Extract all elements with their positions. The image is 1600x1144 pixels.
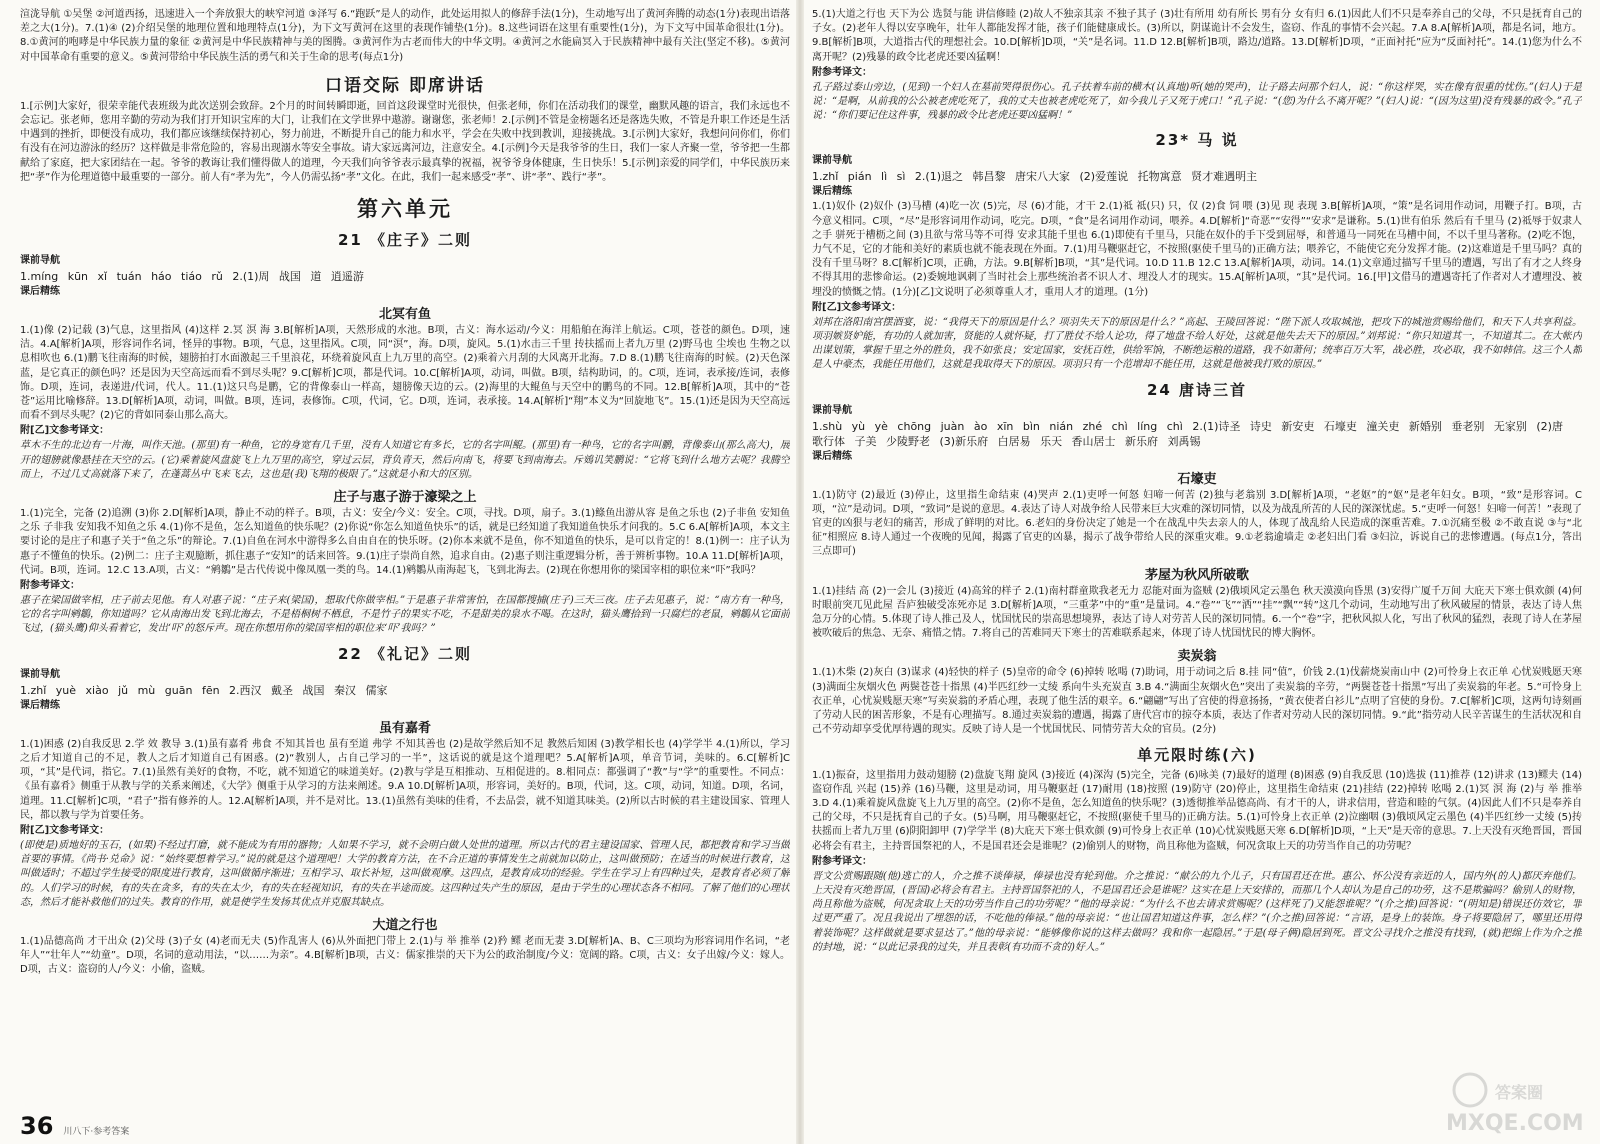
watermark-text: MXQE.COM bbox=[1446, 1111, 1584, 1136]
lesson-21-pinyin: 1.míng kūn xǐ tuán háo tiáo rǔ 2.(1)周 战国 道 逍遥游 bbox=[20, 270, 364, 284]
right-page bbox=[812, 8, 1582, 1114]
left-top-answers: 渲泷导航 ①吴堡 ②河道西扬，迅速进入一个奔放狠大的峡窄河道 ③泽写 6.“跑跃”是人的动作，此处运用拟人的修辞手法(1分)，生动地写出了黄河奔腾的动态(1分)表现出语落差之大(1分)。7.(1)④ (2)介绍吴堡的地理位置和地理特点(1分)，为下文写黄河在这里的表现作铺垫(1分)。8.这些词语在这里有重要性(1分)，为下文写中国革命很壮(1分)。8.①黄河的咆哮是中华民族力量的象征 ②黄河是中华民族精神与美的图腾。③黄河作为古老而伟大的中华文明。④黄河之水能扁冥入于民族精神中最有关注(坚定不移)。⑤黄河对中国革命有重要的意义。⑤黄河带给中华民族生活的勇气和关于生命的思考(每点1分) bbox=[20, 9, 790, 63]
pre-class-label: 课前导航 bbox=[20, 255, 60, 267]
lesson-23-title: 23* 马 说 bbox=[1155, 131, 1239, 150]
lesson-22-pinyin: 1.zhǐ yuè xiào jǔ mù guān fēn 2.西汉 戴圣 战国 秦汉 儒家 bbox=[20, 683, 388, 697]
lesson-23-pinyin: 1.zhǐ pián lì sì 2.(1)退之 韩昌黎 唐宋八大家 (2)爱莲说 托物寓意 贤才难遇明主 bbox=[812, 170, 1258, 184]
section-answers-bei: 1.(1)像 (2)记载 (3)气息，这里指风 (4)这样 2.冥 溟 海 3.B[解析]A项，天然形成的水池。B项，古义：海水运动/今义：用船舶在海洋上航运。C项，苍苍的颜色。D项，速洁。4.A[解析]A项，形容词作名词，怪异的事物。B项，气息，这里指风。C项，同“溟”，海。D项，旋风。5.(1)水击三千里 抟扶摇而上者九万里 (2)野马也 尘埃也 生物之以息相吹也 6.(1)鹏飞往南海的时候，翅膀拍打水面激起三千里浪花，环绕着旋风直上九万里的高空。(2)乘着六月刮的大风离开北海。7.D 8.(1)鹏飞往南海的时候。(2)天色深蓝，是它真正的颜色吗？还是因为天空高远而看不到尽头呢？9.C[解析]C项，都是代词。10.C[解析]A项，动词，叫做。B项，结构助词，的。C项，连词，表承接/连词，表修饰。D项，连词，表递进/代词，代人。11.(1)这只鸟是鹏，它的背像泰山一样高，翅膀像天边的云。(2)海里的大鲲鱼与天空中的鹏鸟的不同。12.B[解析]A项，其中的“苍苍”运用比喻修辞。13.D[解析]A项，动词，叫做。B项，连词，表修饰。C项，代词，它。D项，连词，表承接。14.A[解析]“翔”本义为“回旋地飞”。15.(1)还是因为天空高远而看不到尽头呢？(2)它的背如同泰山那么高大。 bbox=[20, 325, 790, 422]
watermark-circle-icon bbox=[1454, 1074, 1486, 1106]
section-title-bei: 北冥有鱼 bbox=[378, 307, 431, 323]
section-title-da: 大道之行也 bbox=[372, 917, 438, 933]
pre-class-label: 课前导航 bbox=[812, 155, 852, 167]
section-title-shi: 石壕吏 bbox=[1177, 471, 1217, 487]
section-answers-shi: 1.(1)防守 (2)最近 (3)停止，这里指生命结束 (4)哭声 2.(1)吏呼一何怒 妇啼一何苦 (2)独与老翁别 3.D[解析]A项，“老妪”的“妪”是老年妇女。B项，“致”是形容词。C项，“泣”是动词。D项，“致词”是说的意思。4.表达了诗人对战争给人民带来巨大灾难的深切同情，以及为战乱所苦的人民的深深忧虑。5.“吏呼一何怒！妇啼一何苦！”表现了官吏的凶狠与老妇的痛苦，形成了鲜明的对比。6.老妇的身份决定了她是一个在战乱中失去亲人的人，体现了战乱给人民造成的深重苦难。7.①沉痛至极 ②不敢直说 ③与“北征”相照应 8.诗人通过一个夜晚的见闻，揭露了官吏的凶暴，揭示了战争带给人民的深重灾难。9.①老翁逾墙走 ②老妇出门看 ③妇泣，诉说自己的悲惨遭遇。(每点1分，答出三点即可) bbox=[812, 489, 1582, 558]
appendix-translation-bei: 草木不生的北边有一片海，叫作天池。(那里)有一种鱼，它的身宽有几千里，没有人知道它有多长，它的名字叫鲲。(那里)有一种鸟，它的名字叫鹏，背像泰山(那么高大)，展开的翅膀就像悬挂在天空的云。(它)乘着旋风盘旋飞上九万里的高空，穿过云层，背负青天，然后向南飞，将要飞到南海去。斥鴳讥笑鹏说：“它将飞到什么地方去呢？我腾空而上，不过几丈高就落下来了，在蓬蒿丛中飞来飞去，这也是(我)飞翔的极限了。”这就是小和大的区别。 bbox=[20, 440, 790, 480]
section-answers-zhuang: 1.(1)完全，完备 (2)追溯 (3)你 2.D[解析]A项，静止不动的样子。B项，古义：安全/今义：安全。C项，寻找。D项，扇子。3.(1)鲦鱼出游从容 是鱼之乐也 (2)子非鱼 安知鱼之乐 子非我 安知我不知鱼之乐 4.(1)你不是鱼，怎么知道鱼的快乐呢？(2)你说“你怎么知道鱼快乐”的话，就是已经知道了我知道鱼快乐才问我的。5.C 6.A[解析]A项，本文主要讨论的是庄子和惠子关于“鱼之乐”的辩论。7.(1)自鱼在河水中游得多么自由自在的快乐呀。(2)你本来就不是鱼，你不知道鱼的快乐，是可以肯定的！8.(1)例一：庄子认为惠子不懂鱼的快乐。(2)例二：庄子主观臆断，抓住惠子“安知”的话来回答。9.(1)庄子崇尚自然，追求自由。(2)惠子则注重逻辑分析，善于辨析事物。10.A 11.D[解析]A项，代词。B项，连词。12.C 13.A项，古义：“鹓鶵”是古代传说中像凤凰一类的鸟。14.(1)鹓鶵从南海起飞，飞到北海去。(2)现在你想用你的梁国宰相的职位来“吓”我吗？ bbox=[20, 508, 790, 576]
left-page bbox=[20, 8, 790, 1114]
appendix-translation-unit: 晋文公赏赐跟随(他)逃亡的人，介之推不谈俸禄，俸禄也没有轮到他。介之推说：“献公的九个儿子，只有国君还在世。惠公、怀公没有亲近的人，国内外(的人)都厌弃他们。上天没有灭绝晋国，(晋国)必将会有君主。主持晋国祭祀的人，不是国君还会是谁呢？这实在是上天安排的，而那几个人却认为是自己的功劳，这不是欺骗吗？偷别人的财物，尚且称他为盗贼，何况贪取上天的功劳当作自己的功劳呢？”他的母亲说：“为什么不也去请求赏赐呢？(这样死了)又能怨谁呢？”(介之推)回答说：“(明知是)错误还仿效它，罪过更严重了。况且我说出了埋怨的话，不吃他的俸禄。”他的母亲说：“也让国君知道这件事，怎么样？”(介之推)回答说：“言语，是身上的装饰。身子将要隐居了，哪里还用得着装饰呢？这样做就是要求显达了。”他的母亲说：“能够像你说的这样去做吗？我和你一起隐居。”于是(母子俩)隐居到死。晋文公寻找介之推没有找到，(就)把绵上作为介之推的封地，说：“以此记录我的过失，并且表彰(有功而不贪的)好人。” bbox=[812, 870, 1582, 953]
section-title-mai: 卖炭翁 bbox=[1177, 649, 1217, 665]
unit-six-title: 第六单元 bbox=[357, 197, 453, 222]
section-answers-mao: 1.(1)挂结 高 (2)一会儿 (3)接近 (4)高耸的样子 2.(1)南村群童欺我老无力 忍能对面为盗贼 (2)俄顷风定云墨色 秋天漠漠向昏黑 (3)安得广厦千万间 大庇天下寒士俱欢颜 (4)何时眼前突兀见此屋 吾庐独破受冻死亦足 3.D[解析]A项，“三重茅”中的“重”是量词。4.“卷”“飞”“洒”“挂”“飘”“转”这几个动词，生动地写出了秋风破屋的情景，表达了诗人焦急万分的心情。5.体现了诗人推己及人，忧国忧民的崇高思想境界，表达了诗人对劳苦人民的深切同情。6.一个“卷”字，把秋风拟人化，写出了秋风的猛烈，表现了诗人在茅屋被吹破后的焦急、无奈、痛惜之情。7.将自己的苦难同天下寒士的苦难联系起来，体现了诗人忧国忧民的博大胸怀。 bbox=[812, 585, 1582, 640]
appendix-label-right: 附参考译文： bbox=[812, 66, 872, 78]
appendix-translation-zhuang: 惠子在梁国做宰相，庄子前去见他。有人对惠子说：“庄子来(梁国)，想取代你做宰相。”于是惠子非常害怕，在国都搜捕(庄子)三天三夜。庄子去见惠子，说：“南方有一种鸟，它的名字叫鹓鶵，你知道吗？它从南海出发飞到北海去，不是梧桐树不栖息，不是竹子的果实不吃，不是甜美的泉水不喝。在这时，猫头鹰拾到一只腐烂的老鼠，鹓鶵从它面前飞过，(猫头鹰)仰头看着它，发出‘吓’的怒斥声。现在你想用你的梁国宰相的职位来‘吓’我吗？” bbox=[20, 595, 790, 635]
section-answers-da: 1.(1)品德高尚 才干出众 (2)父母 (3)子女 (4)老而无夫 (5)作乱害人 (6)从外面把门带上 2.(1)与 举 推举 (2)矜 鳏 老而无妻 3.D[解析]A、B、C三项均为形容词用作名词，“老年人”“壮年人”“幼童”。D项，名词的意动用法，“以……为亲”。4.B[解析]B项，古义：儒家推崇的天下为公的政治制度/今义：宽阔的路。C项，古义：女子出嫁/今义：嫁人。D项，古义：盗窃的人/今义：小偷，盗贼。 bbox=[20, 935, 790, 976]
post-class-label: 课后精练 bbox=[812, 450, 852, 462]
appendix-label-zhuang: 附参考译文： bbox=[20, 580, 80, 592]
oral-communication-title: 口语交际 即席讲话 bbox=[325, 75, 485, 96]
appendix-label-jia: 附[乙]文参考译文： bbox=[20, 824, 110, 836]
oral-communication-answers: 1.[示例]大家好，很荣幸能代表班级为此次送别会致辞。2个月的时间转瞬即逝，回首这段课堂时光很快，但张老师，你们在活动我们的课堂，幽默风趣的语言，我们永远也不会忘记。张老师，您用辛勤的劳动为我们打开知识宝库的大门，让我们在文学世界中遨游。谢谢您，张老师！2.[示例]不管是金榜题名还是落选失败，不管是升职工作还是生活中遇到的挫折，即便没有成功，我们都应该继续保持初心，努力前进，不断提升自己的能力和水平，学会在失败中找到教训，迎接挑战。3.[示例]大家好，我想问问你们，你们有没有在河边游泳的经历？这样做是非常危险的，容易出现溺水等安全事故。请大家远离河边，注意安全。4.[示例]今天是我爷爷的生日，我们一家人齐聚一堂，爷爷把一生都献给了家庭，把大家团结在一起。爷爷的教诲让我们懂得做人的道理，今天我们向爷爷表示最真挚的祝福，祝爷爷身体健康，生日快乐！5.[示例]亲爱的同学们，中华民族历来把“孝”作为伦理道德中最重要的一部分。前人有“孝为先”，今人仍需弘扬“孝”文化。在此，我们一起来感受“孝”、讲“孝”、践行“孝”。 bbox=[20, 100, 790, 183]
appendix-label-unit: 附参考译文： bbox=[812, 855, 872, 867]
section-answers-jia: 1.(1)困惑 (2)自我反思 2.学 效 教导 3.(1)虽有嘉肴 弗食 不知其旨也 虽有至道 弗学 不知其善也 (2)是故学然后知不足 教然后知困 (3)教学相长也 (4)学学半 4.(1)所以，学习之后才知道自己的不足，教人之后才知道自己有困惑。(2)“教别人，占自己学习的一半”，这话说的就是这个道理吧？5.A[解析]A项，单音节词，美味的。6.C[解析]C项，“其”是代词，指它。7.(1)虽然有美好的食物，不吃，就不知道它的味道美好。(2)教与学是互相推动、互相促进的。8.相同点：都强调了“教”与“学”的重要性。不同点：《虽有嘉肴》侧重于从教与学的关系来阐述，《大学》侧重于从学习的方法来阐述。9.A 10.D[解析]A项，形容词，美好的。B项，代词，这。C项，动词，知道。D项，名词，道理。11.C[解析]C项，“君子”指有修养的人。12.A[解析]A项，并不是对比。13.(1)虽然有美味的佳肴，不去品尝，就不知道其味美。(2)所以古时候的君主建设国家、管理人民，都以教与学为首要任务。 bbox=[20, 738, 790, 821]
section-title-zhuang: 庄子与惠子游于濠梁之上 bbox=[333, 490, 477, 506]
unit-test-answers: 1.(1)振奋，这里指用力鼓动翅膀 (2)盘旋飞翔 旋风 (3)接近 (4)深沟 (5)完全，完备 (6)咏美 (7)最好的道理 (8)困惑 (9)自我反思 (10)选拔 (11)推荐 (12)讲求 (13)鳏夫 (14)盗窃作乱 兴起 (15)养 (16)马鞭，这里是动词，用马鞭驱赶 (17)耐用 (18)按照 (19)防守 (20)停止，这里指生命结束 (21)挂结 (22)掉转 吆喝 2.(1)冥 溟 海 (2)与 举 推举 3.D 4.(1)乘着旋风盘旋飞上九万里的高空。(2)你不是鱼，怎么知道鱼的快乐呢？(3)透彻推举品德高尚、有才干的人，讲求信用，营造和睦的气氛。(4)因此人们不只是奉养自己的父母，不只是抚育自己的子女。(5)马啊，用马鞭驱赶它，不按照(驱使千里马的)正确方法。5.(1)可怜身上衣正单 (2)泣幽咽 (3)俄顷风定云墨色 (4)半匹红纱一丈绫 (5)抟扶摇而上者九万里 (6)阴阳卸甲 (7)学学半 (8)大庇天下寒士俱欢颜 (9)可怜身上衣正单 (10)心忧炭贱愿天寒 6.D[解析]D项，“上天”是天帝的意思。7.上天没有灭绝晋国，晋国必将会有君主，主持晋国祭祀的人，不是国君还会是谁呢？(2)偷别人的财物，尚且称他为盗贼，何况贪取上天的功劳当作自己的功劳呢？ bbox=[812, 769, 1582, 852]
pre-class-label: 课前导航 bbox=[20, 668, 60, 680]
appendix-translation-ma: 刘邦在洛阳南宫摆酒宴，说：“我得天下的原因是什么？项羽失天下的原因是什么？”高起、王陵回答说：“陛下派人攻取城池，把攻下的城池赏赐给他们，和天下人共享利益。项羽嫉贤妒能，有功的人就加害，贤能的人就怀疑，打了胜仗不给人论功，得了地盘不给人好处，这就是他失去天下的原因。”刘邦说：“你只知道其一，不知道其二。在大帐内出谋划策，掌握千里之外的胜负，我不如张良；安定国家，安抚百姓，供给军饷，不断绝运粮的道路，我不如萧何；统率百万大军，战必胜，攻必取，我不如韩信。这三个人都是人中豪杰，我能任用他们，这就是我取得天下的原因。项羽只有一个范增却不能任用，这就是他被我打败的原因。” bbox=[812, 316, 1582, 371]
watermark-subtext: 答案圈 bbox=[1495, 1083, 1544, 1102]
appendix-translation-jia: (即使是)质地好的玉石，(如果)不经过打磨，就不能成为有用的器物；人如果不学习，就不会明白做人处世的道理。所以古代的君主建设国家、管理人民，都把教育和学习当做首要的事情。《尚书·兑命》说：“始终要想着学习。”说的就是这个道理吧！大学的教育方法，在不合正道的事情发生之前就加以防止，这叫做预防；在适当的时候进行教育，这叫做适时；不超过学生接受的限度进行教育，这叫做循序渐进；互相学习、取长补短，这叫做观摩。这四点，是教育成功的经验。学生在学习上有四种过失，是教育者必须了解的。人们学习的时候，有的失在贪多，有的失在太少，有的失在轻视知识，有的失在半途而废。这四种过失产生的原因，是由于学生的心理状态各不相同。了解了他们的心理状态，然后才能补救他们的过失。教育的作用，就是使学生发扬其优点并克服其缺点。 bbox=[20, 839, 790, 908]
page-number: 36 bbox=[20, 1112, 54, 1140]
right-top-answers: 5.(1)大道之行也 天下为公 选贤与能 讲信修睦 (2)故人不独亲其亲 不独子其子 (3)壮有所用 幼有所长 男有分 女有归 6.(1)因此人们不只是奉养自己的父母，不只是抚育自己的子女。(2)老年人得以安享晚年，壮年人都能发挥才能，孩子们能健康成长。(3)所以，阴谋诡计不会发生，盗窃、作乱的事情不会兴起。7.A 8.A[解析]A项，都是名词，地方。9.B[解析]B项，大道指古代的理想社会。10.D[解析]D项，“关”是名词。11.D 12.B[解析]B项，路边/道路。13.D[解析]D项，“正面衬托”应为“反面衬托”。14.(1)您为什么不离开呢？(2)残暴的政令比老虎还要凶猛啊！ bbox=[812, 9, 1582, 63]
section-answers-mai: 1.(1)木柴 (2)灰白 (3)谋求 (4)轻快的样子 (5)皇帝的命令 (6)掉转 吆喝 (7)助词，用于动词之后 8.挂 同“值”，价钱 2.(1)伐薪烧炭南山中 (2)可怜身上衣正单 心忧炭贱愿天寒 (3)满面尘灰烟火色 两鬓苍苍十指黑 (4)半匹红纱一丈绫 系向牛头充炭直 3.B 4.“满面尘灰烟火色”突出了卖炭翁的辛劳，“两鬓苍苍十指黑”写出了卖炭翁的年老。5.“可怜身上衣正单，心忧炭贱愿天寒”写卖炭翁的矛盾心理，表现了他生活的艰辛。6.“翩翩”写出了宫使的得意扬扬，“黄衣使者白衫儿”点明了宫使的身份。7.C[解析]C项，这两句诗刻画了劳动人民的困苦形象，不是有心理描写。8.通过卖炭翁的遭遇，揭露了唐代宫市的掠夺本质，表达了作者对劳动人民的深切同情。9.“此”指劳动人民辛苦谋生的生活状况和自己不劳动却享受优厚待遇的现实。反映了诗人是一个忧国忧民、同情劳苦大众的官员。(2分) bbox=[812, 667, 1582, 736]
post-class-label: 课后精练 bbox=[20, 286, 60, 298]
lesson-22-title: 22 《礼记》二则 bbox=[337, 644, 473, 663]
lesson-24-title: 24 唐诗三首 bbox=[1146, 380, 1248, 399]
watermark-logo bbox=[1440, 1068, 1590, 1138]
page-footer-label: 川八下·参考答案 bbox=[63, 1127, 130, 1137]
lesson-24-pinyin: 1.shù yù yè chōng juàn ào xīn bìn nián zhé chì líng chì 2.(1)诗圣 诗史 新安吏 石壕吏 潼关吏 新婚别 垂老别 无家别 (2)唐 歌行体 子美 少陵野老 (3)新乐府 白居易 乐天 香山居士 新乐府 刘禹锡 bbox=[812, 419, 1563, 448]
post-class-label: 课后精练 bbox=[20, 699, 60, 711]
lesson-21-title: 21 《庄子》二则 bbox=[337, 231, 473, 250]
pre-class-label: 课前导航 bbox=[812, 404, 852, 416]
unit-test-title: 单元限时练(六) bbox=[1137, 745, 1257, 764]
post-class-label: 课后精练 bbox=[812, 186, 852, 198]
appendix-label-bei: 附[乙]文参考译文： bbox=[20, 425, 110, 437]
section-title-mao: 茅屋为秋风所破歌 bbox=[1144, 567, 1249, 583]
page-footer bbox=[20, 1112, 129, 1140]
section-answers-ma: 1.(1)奴仆 (2)奴仆 (3)马槽 (4)吃一次 (5)完，尽 (6)才能，才干 2.(1)祗 祗(只) 只，仅 (2)食 饲 喂 (3)见 现 表现 3.B[解析]A项，“策”是名词用作动词，用鞭子打。B项，古今意义相同。C项，“尽”是形容词用作动词，吃完。D项，“食”是名词用作动词，喂养。4.D[解析]“奇恶”“安得”“安求”是谦称。5.(1)世有伯乐 然后有千里马 (2)祗辱于奴隶人之手 骈死于槽枥之间 (3)且欲与常马等不可得 安求其能千里也 6.(1)即使有千里马，只能在奴仆的手下受到屈辱，和普通马一同死在马槽中间，不以千里马著称。(2)吃不饱，力气不足，它的才能和美好的素质也就不能表现在外面。7.(1)用马鞭驱赶它，不按照(驱使千里马的)正确方法；喂养它，不能使它充分发挥才能。(2)这难道是千里马吗？真的没有千里马呀？8.C[解析]C项，正确，方法。9.B[解析]B项，“其”是代词。10.D 11.B 12.C 13.A[解析]A项，动词。14.(1)文章通过描写千里马的遭遇，写出了有才之人终身不得其用的悲惨命运。(2)委婉地讽刺了当时社会上那些统治者不识人才、埋没人才的现实。15.A[解析]A项，“其”是代词。16.[甲]文借马的遭遇寄托了作者对人才遭埋没、被埋没的愤慨之情。(1分)[乙]文说明了必须尊重人才，重用人才的道理。(1分) bbox=[812, 201, 1582, 298]
appendix-label-ma: 附[乙]文参考译文： bbox=[812, 301, 902, 313]
appendix-translation-right: 孔子路过泰山旁边，(见到)一个妇人在墓前哭得很伤心。孔子扶着车前的横木(认真地)听(她的哭声)，让子路去问那个妇人，说：“你这样哭，实在像有很重的忧伤。”(妇人)于是说：“是啊，从前我的公公被老虎吃死了，我的丈夫也被老虎吃死了，如今我儿子又死于虎口！”孔子说：“(您)为什么不离开呢？”(妇人)说：“(因为这里)没有残暴的政令。”孔子说：“你们要记住这件事，残暴的政令比老虎还要凶猛啊！” bbox=[812, 81, 1582, 122]
section-title-jia: 虽有嘉肴 bbox=[378, 720, 431, 736]
page-gutter bbox=[796, 0, 804, 1144]
